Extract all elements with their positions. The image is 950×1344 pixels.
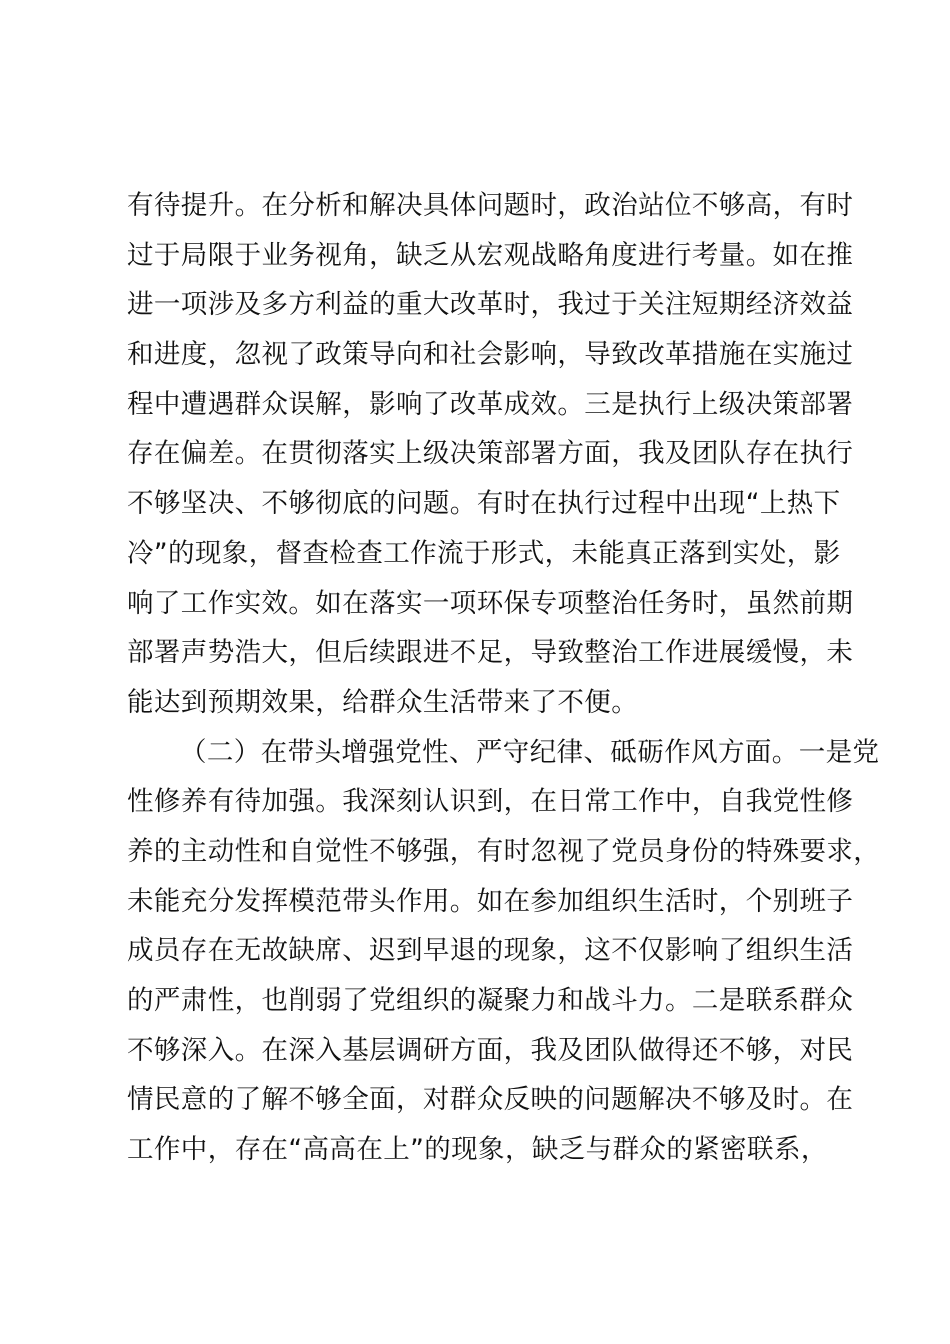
text-line: 性修养有待加强。我深刻认识到，在日常工作中，自我党性修	[127, 786, 854, 818]
text-line: 不够深入。在深入基层调研方面，我及团队做得还不够，对民	[127, 1034, 854, 1066]
text-line: 程中遭遇群众误解，影响了改革成效。三是执行上级决策部署	[127, 388, 854, 420]
text-line: 未能充分发挥模范带头作用。如在参加组织生活时，个别班子	[127, 885, 854, 917]
text-line: （二）在带头增强党性、严守纪律、砥砺作风方面。一是党	[180, 736, 880, 768]
text-line: 进一项涉及多方利益的重大改革时，我过于关注短期经济效益	[127, 289, 854, 321]
document-body	[127, 181, 881, 1175]
text-line: 工作中，存在“高高在上”的现象，缺乏与群众的紧密联系，	[127, 1134, 828, 1166]
text-line: 不够坚决、不够彻底的问题。有时在执行过程中出现“上热下	[127, 488, 841, 520]
text-line: 情民意的了解不够全面，对群众反映的问题解决不够及时。在	[127, 1084, 854, 1116]
text-line: 能达到预期效果，给群众生活带来了不便。	[127, 686, 639, 718]
text-line: 成员存在无故缺席、迟到早退的现象，这不仅影响了组织生活	[127, 935, 854, 967]
text-line: 养的主动性和自觉性不够强，有时忽视了党员身份的特殊要求，	[127, 835, 881, 867]
text-line: 和进度，忽视了政策导向和社会影响，导致改革措施在实施过	[127, 339, 854, 371]
text-line: 冷”的现象，督查检查工作流于形式，未能真正落到实处，影	[127, 537, 841, 569]
paragraph-1	[127, 181, 854, 728]
text-line: 过于局限于业务视角，缺乏从宏观战略角度进行考量。如在推	[127, 239, 854, 271]
text-line: 部署声势浩大，但后续跟进不足，导致整治工作进展缓慢，未	[127, 637, 854, 669]
text-line: 的严肃性，也削弱了党组织的凝聚力和战斗力。二是联系群众	[127, 985, 854, 1016]
text-line: 有待提升。在分析和解决具体问题时，政治站位不够高，有时	[127, 190, 854, 221]
text-line: 存在偏差。在贯彻落实上级决策部署方面，我及团队存在执行	[127, 438, 854, 470]
text-line: 响了工作实效。如在落实一项环保专项整治任务时，虽然前期	[127, 587, 854, 619]
paragraph-2	[127, 728, 881, 1175]
